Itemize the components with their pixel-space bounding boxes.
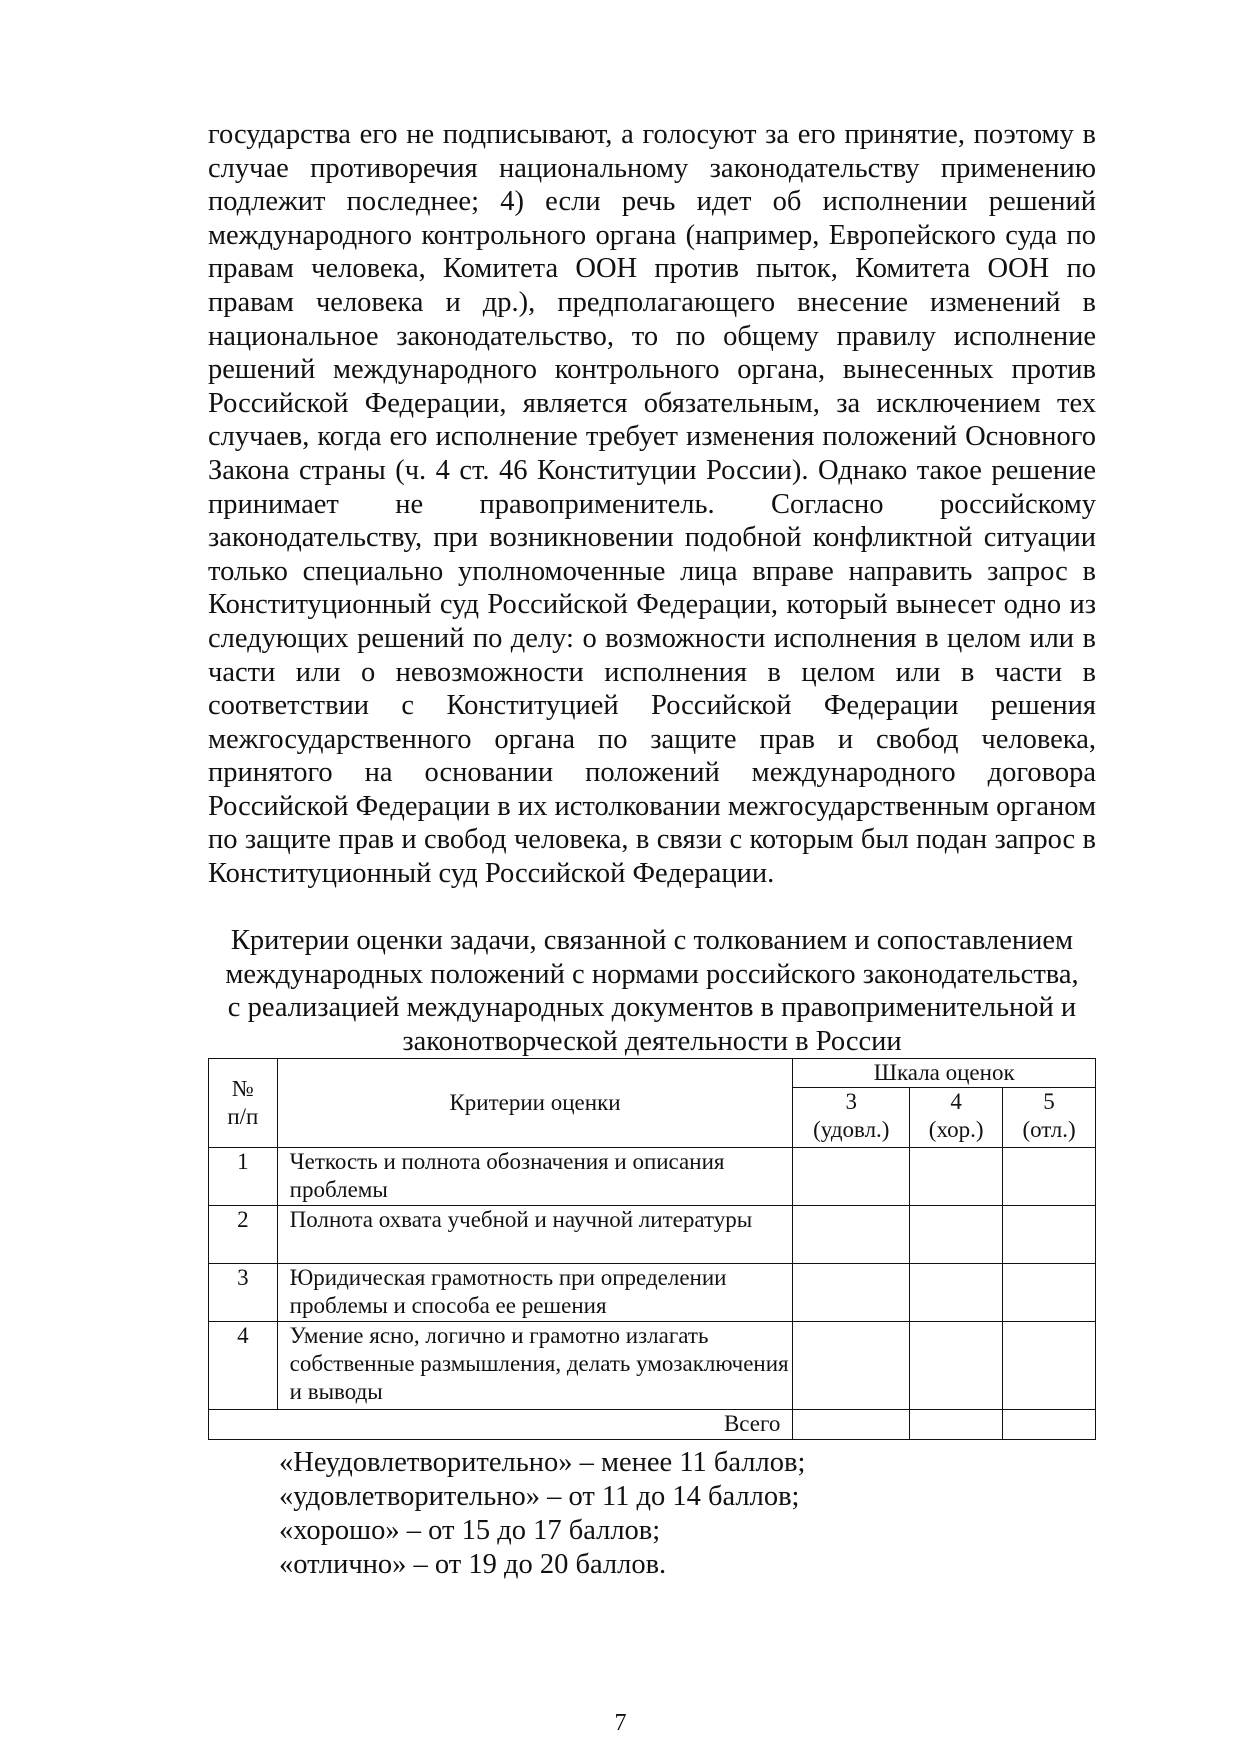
score-cell <box>1003 1148 1096 1206</box>
score-5-value: 5 <box>1043 1089 1055 1114</box>
total-score-cell <box>910 1410 1003 1440</box>
score-3-value: 3 <box>845 1089 858 1114</box>
score-5-label: (отл.) <box>1022 1117 1076 1142</box>
table-heading <box>208 924 1096 1058</box>
row-criterion: Умение ясно, логично и грамотно излагать собственные размышления, делать умозаключения и выводы <box>277 1322 793 1410</box>
score-4-label: (хор.) <box>928 1117 984 1142</box>
body-paragraph: государства его не подписывают, а голосуют за его принятие, поэтому в случае противоречия национальному законодательству применению подлежит последнее; 4) если речь идет об исполнении решений международного контрольного органа (например, Европейского суда по правам человека, Комитета ООН против пыток, Комитета ООН по правам человека и др.), предполагающего внесение изменений в национальное законодательство, то по общему правилу исполнение решений международного контрольного органа, вынесенных против Российской Федерации, является обязательным, за исключением тех случаев, когда его исполнение требует изменения положений Основного Закона страны (ч. 4 ст. 46 Конституции России). Однако такое решение принимает не правоприменитель. Согласно российскому законодательству, при возникновении подобной конфликтной ситуации только специально уполномоченные лица вправе направить запрос в Конституционный суд Российской Федерации, который вынесет одно из следующих решений по делу: о возможности исполнения в целом или в части или о невозможности исполнения в целом или в части в соответствии с Конституцией Российской Федерации решения межгосударственного органа по защите прав и свобод человека, принятого на основании положений международного договора Российской Федерации в их истолковании межгосударственным органом по защите прав и свобод человека, в связи с которым был подан запрос в Конституционный суд Российской Федерации. <box>208 119 1096 890</box>
table-row <box>209 1206 1096 1264</box>
header-score-4 <box>910 1088 1003 1148</box>
table-header-row <box>209 1059 1096 1088</box>
criteria-table <box>208 1058 1096 1440</box>
row-criterion: Четкость и полнота обозначения и описания проблемы <box>277 1148 793 1206</box>
score-cell <box>1003 1322 1096 1410</box>
score-cell <box>910 1206 1003 1264</box>
grading-scale <box>279 1446 1099 1582</box>
header-num-symbol: № <box>231 1076 254 1101</box>
row-criterion: Полнота охвата учебной и научной литературы <box>277 1206 793 1264</box>
table-row <box>209 1322 1096 1410</box>
table-row <box>209 1264 1096 1322</box>
score-cell <box>793 1148 910 1206</box>
table-total-row <box>209 1410 1096 1440</box>
table-heading-line: Критерии оценки задачи, связанной с толкованием и сопоставлением <box>230 925 1074 956</box>
grade-line: «Неудовлетворительно» – менее 11 баллов; <box>279 1447 806 1478</box>
grade-line: «отлично» – от 19 до 20 баллов. <box>279 1549 667 1580</box>
table-heading-line: международных положений с нормами российского законодательства, <box>225 958 1079 990</box>
header-score-3 <box>793 1088 910 1148</box>
row-number: 4 <box>209 1322 278 1410</box>
total-label: Всего <box>209 1410 793 1440</box>
score-cell <box>910 1322 1003 1410</box>
score-cell <box>910 1148 1003 1206</box>
row-number: 3 <box>209 1264 278 1322</box>
table-row <box>209 1148 1096 1206</box>
grade-line: «удовлетворительно» – от 11 до 14 баллов; <box>279 1481 800 1512</box>
header-scale-cell: Шкала оценок <box>793 1059 1096 1088</box>
score-cell <box>793 1264 910 1322</box>
score-cell <box>1003 1206 1096 1264</box>
score-cell <box>910 1264 1003 1322</box>
grade-line: «хорошо» – от 15 до 17 баллов; <box>279 1515 661 1546</box>
score-cell <box>793 1206 910 1264</box>
page-number: 7 <box>614 1710 627 1736</box>
total-score-cell <box>793 1410 910 1440</box>
header-criteria-cell: Критерии оценки <box>277 1059 793 1148</box>
table-heading-line: законотворческой деятельности в России <box>402 1025 902 1057</box>
score-4-value: 4 <box>950 1089 962 1114</box>
row-number: 2 <box>209 1206 278 1264</box>
score-cell <box>1003 1264 1096 1322</box>
row-criterion: Юридическая грамотность при определении проблемы и способа ее решения <box>277 1264 793 1322</box>
row-number: 1 <box>209 1148 278 1206</box>
total-score-cell <box>1003 1410 1096 1440</box>
table-heading-line: с реализацией международных документов в правоприменительной и <box>227 992 1077 1024</box>
header-num-cell <box>209 1059 278 1148</box>
header-score-5 <box>1003 1088 1096 1148</box>
score-cell <box>793 1322 910 1410</box>
score-3-label: (удовл.) <box>813 1117 890 1142</box>
header-num-abbr: п/п <box>227 1104 259 1129</box>
